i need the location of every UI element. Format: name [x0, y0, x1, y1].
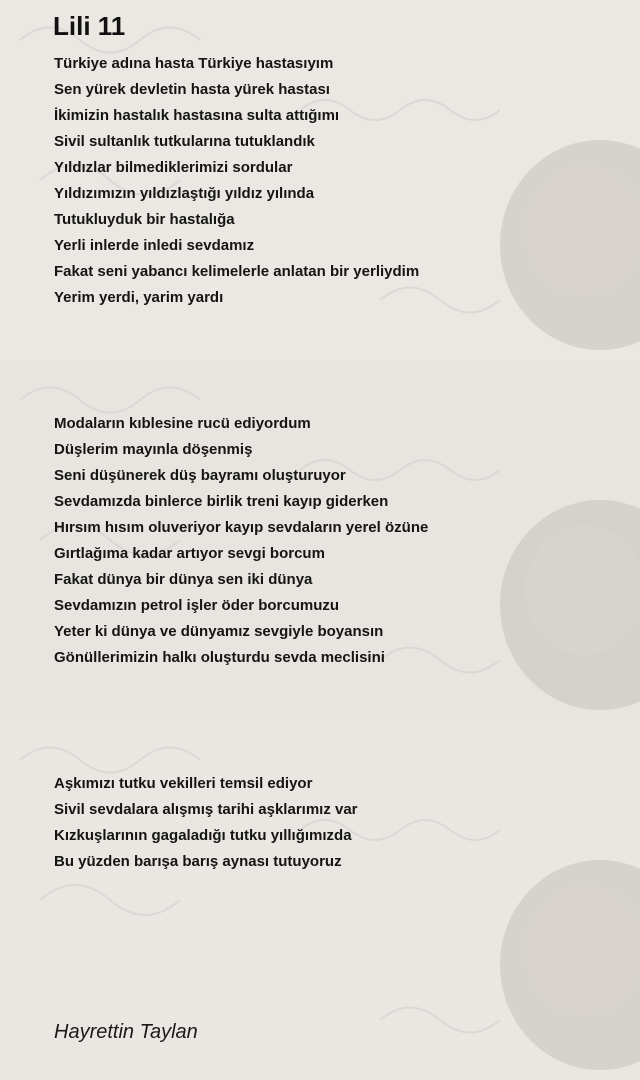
poem-line: Sivil sevdalara alışmış tarihi aşklarımız var	[54, 801, 358, 818]
poem-line: Gönüllerimizin halkı oluşturdu sevda meclisini	[54, 649, 385, 666]
poem-line: Yerli inlerde inledi sevdamız	[54, 237, 255, 254]
poem-line: Türkiye adına hasta Türkiye hastasıyım	[54, 55, 334, 72]
stanza-1	[54, 51, 419, 311]
poem-author: Hayrettin Taylan	[54, 1021, 198, 1043]
poem-line: Aşkımızı tutku vekilleri temsil ediyor	[54, 775, 313, 792]
poem-line: İkimizin hastalık hastasına sulta attığımı	[54, 107, 340, 124]
poem-line: Sevdamızın petrol işler öder borcumuzu	[54, 597, 340, 614]
poem-line: Sivil sultanlık tutkularına tutuklandık	[54, 133, 315, 150]
poem-line: Modaların kıblesine rucü ediyordum	[54, 415, 311, 432]
poem-line: Düşlerim mayınla döşenmiş	[54, 441, 253, 458]
poem-line: Fakat seni yabancı kelimelerle anlatan bir yerliydim	[54, 263, 420, 280]
poem-line: Yıldızlar bilmediklerimizi sordular	[54, 159, 293, 176]
poem-line: Yıldızımızın yıldızlaştığı yıldız yılında	[54, 185, 315, 202]
poem-title: Lili 11	[53, 11, 126, 41]
poem-line: Yeter ki dünya ve dünyamız sevgiyle boyansın	[54, 623, 384, 640]
poem-line: Seni düşünerek düş bayramı oluşturuyor	[54, 467, 346, 484]
stanza-3	[54, 771, 358, 875]
stanza-2	[54, 411, 428, 671]
poem-line: Yerim yerdi, yarim yardı	[54, 289, 224, 306]
poem-line: Fakat dünya bir dünya sen iki dünya	[54, 571, 313, 588]
poem-line: Bu yüzden barışa barış aynası tutuyoruz	[54, 853, 342, 870]
poem-line: Tutukluyduk bir hastalığa	[54, 211, 235, 228]
poem-line: Sevdamızda binlerce birlik treni kayıp giderken	[54, 493, 389, 510]
poem-line: Sen yürek devletin hasta yürek hastası	[54, 81, 330, 98]
poem-line: Hırsım hısım oluveriyor kayıp sevdaların yerel özüne	[54, 519, 429, 536]
poem-line: Gırtlağıma kadar artıyor sevgi borcum	[54, 545, 325, 562]
poem-line: Kızkuşlarının gagaladığı tutku yıllığımızda	[54, 827, 352, 844]
